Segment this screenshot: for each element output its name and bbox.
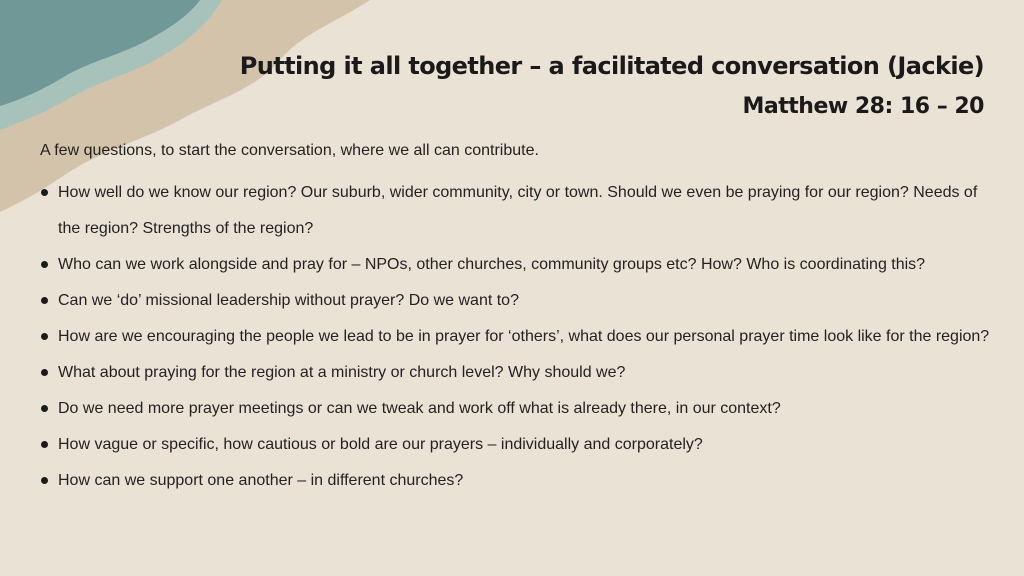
list-item-text: How well do we know our region? Our suburb, wider community, city or town. Should we even be praying for our region? Needs of the region? Strengths of the region?: [58, 184, 978, 237]
list-item: [40, 391, 990, 427]
bullet-icon: [41, 189, 48, 196]
list-item: [40, 355, 990, 391]
bullet-icon: [41, 369, 48, 376]
slide-subtitle: Matthew 28: 16 – 20: [742, 94, 984, 119]
list-item: [40, 175, 990, 247]
bullet-icon: [41, 441, 48, 448]
list-item: [40, 463, 990, 499]
list-item: [40, 319, 990, 355]
list-item: [40, 427, 990, 463]
list-item: [40, 247, 990, 283]
bullet-icon: [41, 333, 48, 340]
list-item-text: Can we ‘do’ missional leadership without prayer? Do we want to?: [58, 292, 519, 309]
question-list: [40, 175, 990, 499]
list-item: [40, 283, 990, 319]
list-item-text: How can we support one another – in different churches?: [58, 472, 464, 489]
list-item-text: How vague or specific, how cautious or bold are our prayers – individually and corporately?: [58, 436, 703, 453]
bullet-icon: [41, 261, 48, 268]
list-item-text: What about praying for the region at a ministry or church level? Why should we?: [58, 364, 626, 381]
list-item-text: How are we encouraging the people we lead to be in prayer for ‘others’, what does our personal prayer time look like for the region?: [58, 328, 990, 345]
intro-text: A few questions, to start the conversation, where we all can contribute.: [40, 142, 539, 159]
list-item-text: Do we need more prayer meetings or can we tweak and work off what is already there, in our context?: [58, 400, 781, 417]
slide-title: Putting it all together – a facilitated conversation (Jackie): [239, 52, 984, 80]
bullet-icon: [41, 297, 48, 304]
bullet-icon: [41, 405, 48, 412]
list-item-text: Who can we work alongside and pray for – NPOs, other churches, community groups etc? How? Who is coordinating this?: [58, 256, 926, 273]
bullet-icon: [41, 477, 48, 484]
